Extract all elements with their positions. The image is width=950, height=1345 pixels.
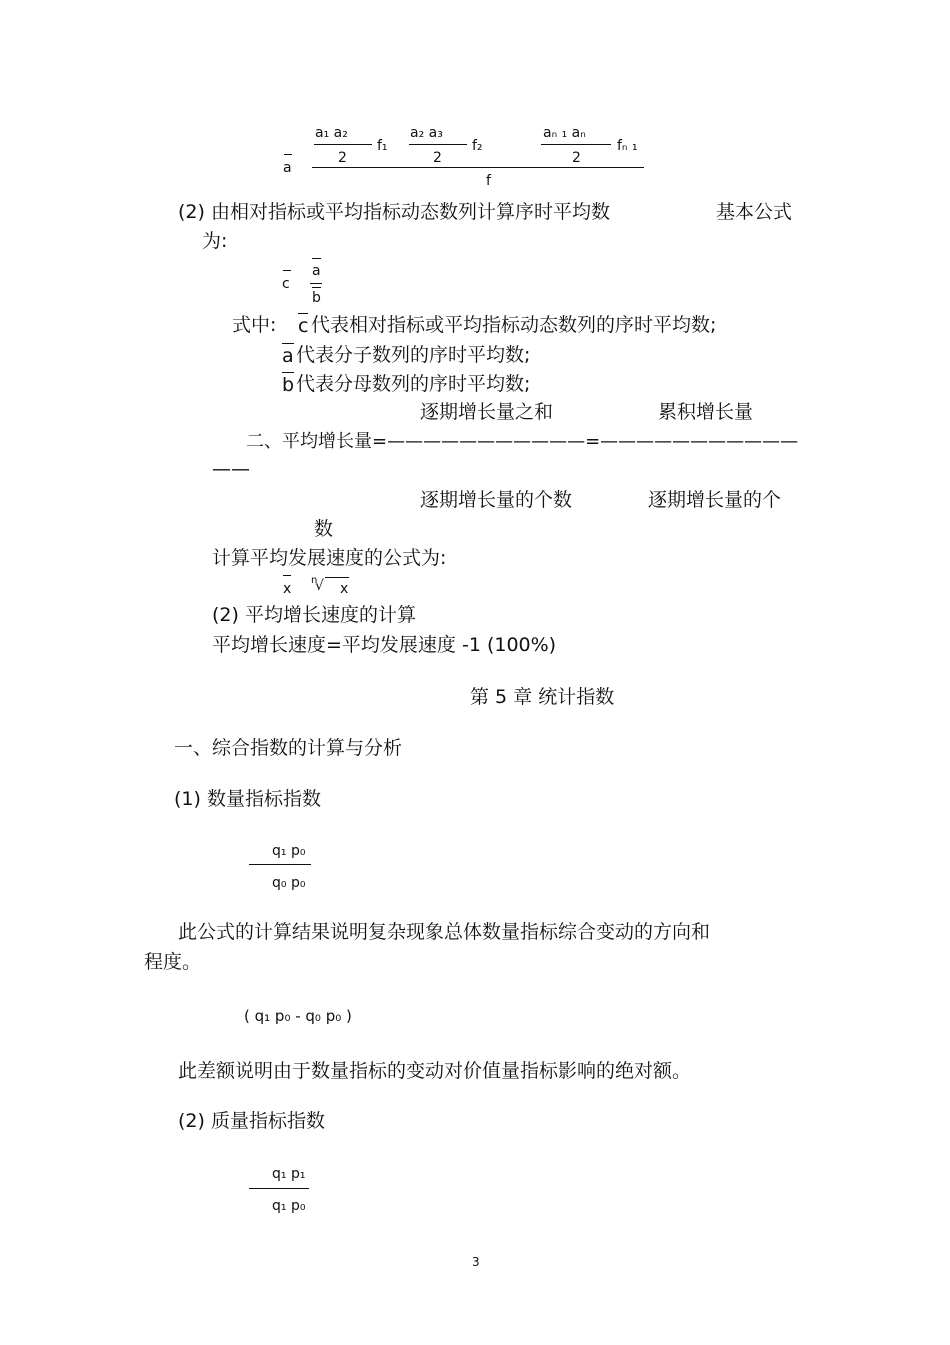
- sec2-heading-right: 基本公式: [716, 201, 793, 223]
- c-bar: [283, 270, 291, 271]
- where-b-text: 代表分母数列的序时平均数;: [296, 373, 531, 395]
- quantity-difference-formula: ( q₁ p₀ - q₀ p₀ ): [244, 1007, 352, 1025]
- ratio-fraction-bar: [310, 283, 322, 284]
- sec2-heading: (2) 由相对指标或平均指标动态数列计算序时平均数: [178, 201, 610, 223]
- quantity-index-denominator: q₀ p₀: [272, 875, 306, 891]
- a-symbol: a: [312, 263, 321, 279]
- term1-weight: f₁: [377, 138, 388, 154]
- where-a-text: 代表分子数列的序时平均数;: [296, 344, 531, 366]
- where-c-text: 代表相对指标或平均指标动态数列的序时平均数;: [311, 314, 717, 336]
- avg-speed-intro: 计算平均发展速度的公式为:: [212, 547, 447, 569]
- growth-denominator-1: 逐期增长量的个数: [420, 489, 573, 511]
- a-bar: [312, 258, 321, 259]
- quantity-index-bar: [249, 864, 311, 865]
- term1-denominator: 2: [338, 150, 347, 166]
- where-c-symbol: c: [298, 315, 309, 337]
- term2-weight: f₂: [472, 138, 483, 154]
- chapter-title: 第 5 章 统计指数: [470, 686, 615, 708]
- growth-label: 二、平均增长量=———————————=———————————: [246, 431, 799, 452]
- growth-numerator-2: 累积增长量: [658, 401, 754, 423]
- growth-speed-heading: (2) 平均增长速度的计算: [212, 604, 416, 626]
- x-mean-symbol: x: [283, 581, 292, 597]
- radical-sign-icon: √: [315, 578, 324, 594]
- b-bar: [312, 287, 321, 288]
- term2-numerator: a₂ a₃: [410, 125, 443, 141]
- radicand: x: [340, 581, 349, 597]
- formula-lhs: a: [283, 160, 292, 176]
- b-symbol: b: [312, 290, 321, 306]
- quality-index-bar: [249, 1188, 309, 1189]
- sec2-heading-cont: 为:: [202, 230, 228, 252]
- growth-denominator-2: 逐期增长量的个: [648, 489, 782, 511]
- main-denominator: f: [486, 173, 491, 189]
- term2-fraction-bar: [409, 144, 467, 145]
- term3-weight: fₙ ₁: [617, 138, 638, 154]
- growth-speed-formula: 平均增长速度=平均发展速度 -1 (100%): [212, 634, 557, 656]
- growth-numerator-1: 逐期增长量之和: [420, 401, 554, 423]
- quality-index-heading: (2) 质量指标指数: [178, 1110, 325, 1132]
- difference-explain: 此差额说明由于数量指标的变动对价值量指标影响的绝对额。: [178, 1060, 692, 1082]
- c-symbol: c: [282, 276, 290, 292]
- term1-fraction-bar: [314, 144, 372, 145]
- main-fraction-bar: [312, 167, 644, 168]
- term3-denominator: 2: [572, 150, 581, 166]
- radical-bar: [325, 577, 349, 578]
- quantity-index-numerator: q₁ p₀: [272, 843, 306, 859]
- page-number: 3: [472, 1255, 480, 1269]
- root-index: n: [311, 575, 318, 586]
- quality-index-denominator: q₁ p₀: [272, 1198, 306, 1214]
- growth-denominator-2-cont: 数: [314, 518, 334, 540]
- x-bar: [283, 575, 291, 576]
- quantity-explain-line1: 此公式的计算结果说明复杂现象总体数量指标综合变动的方向和: [178, 921, 711, 943]
- term3-numerator: aₙ ₁ aₙ: [543, 125, 586, 141]
- where-label: 式中:: [232, 314, 277, 336]
- term3-fraction-bar: [541, 144, 611, 145]
- quantity-index-heading: (1) 数量指标指数: [174, 788, 321, 810]
- growth-line-tail: ——: [212, 458, 250, 480]
- formula-lhs-bar: [284, 154, 292, 155]
- quality-index-numerator: q₁ p₁: [272, 1166, 306, 1182]
- term2-denominator: 2: [433, 150, 442, 166]
- where-b-symbol: b: [282, 374, 295, 396]
- term1-numerator: a₁ a₂: [315, 125, 348, 141]
- where-a-symbol: a: [282, 345, 294, 367]
- sec-one-heading: 一、综合指数的计算与分析: [174, 737, 403, 759]
- quantity-explain-line2: 程度。: [144, 951, 202, 973]
